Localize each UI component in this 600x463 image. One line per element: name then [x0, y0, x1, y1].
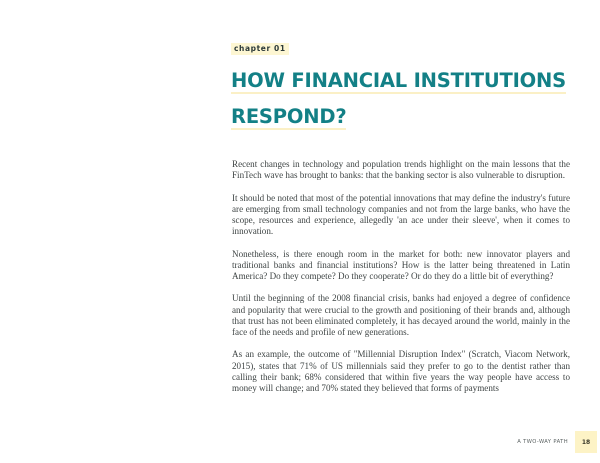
page-footer — [517, 431, 600, 453]
body-text — [232, 159, 570, 405]
page-title — [231, 63, 571, 135]
running-head: A TWO-WAY PATH — [517, 439, 568, 445]
paragraph: It should be noted that most of the potential innovations that may define the industry's future are emerging from small technology companies and not from the large banks, who have the scope, resources and experience, allegedly 'an ace under their sleeve', when it comes to innovation. — [232, 192, 570, 237]
paragraph: As an example, the outcome of "Millennial Disruption Index" (Scratch, Viacom Network, 2015), states that 71% of US millennials said they prefer to go to the dentist rather than calling their bank; 68% considered that within five years the way people have access to money will change; and 70% stated they believed that forms of payments — [232, 349, 570, 393]
title-line-2: RESPOND? — [231, 105, 347, 128]
paragraph: Recent changes in technology and population trends highlight on the main lessons that the FinTech wave has brought to banks: that the banking sector is also vulnerable to disruption. — [232, 159, 570, 181]
page-number: 18 — [575, 431, 597, 453]
paragraph: Until the beginning of the 2008 financial crisis, banks had enjoyed a degree of confidence and popularity that were crucial to the growth and positioning of their brands and, although that trust has not been eliminated completely, it has decayed around the world, mainly in the face of the needs and profile of new generations. — [232, 293, 570, 337]
paragraph: Nonetheless, is there enough room in the market for both: new innovator players and traditional banks and financial institutions? How is the latter being threatened in Latin America? Do they compete? Do they cooperate? Or do they do a little bit of everything? — [232, 248, 570, 281]
title-line-1: HOW FINANCIAL INSTITUTIONS — [231, 69, 566, 92]
chapter-label: chapter 01 — [231, 43, 289, 55]
